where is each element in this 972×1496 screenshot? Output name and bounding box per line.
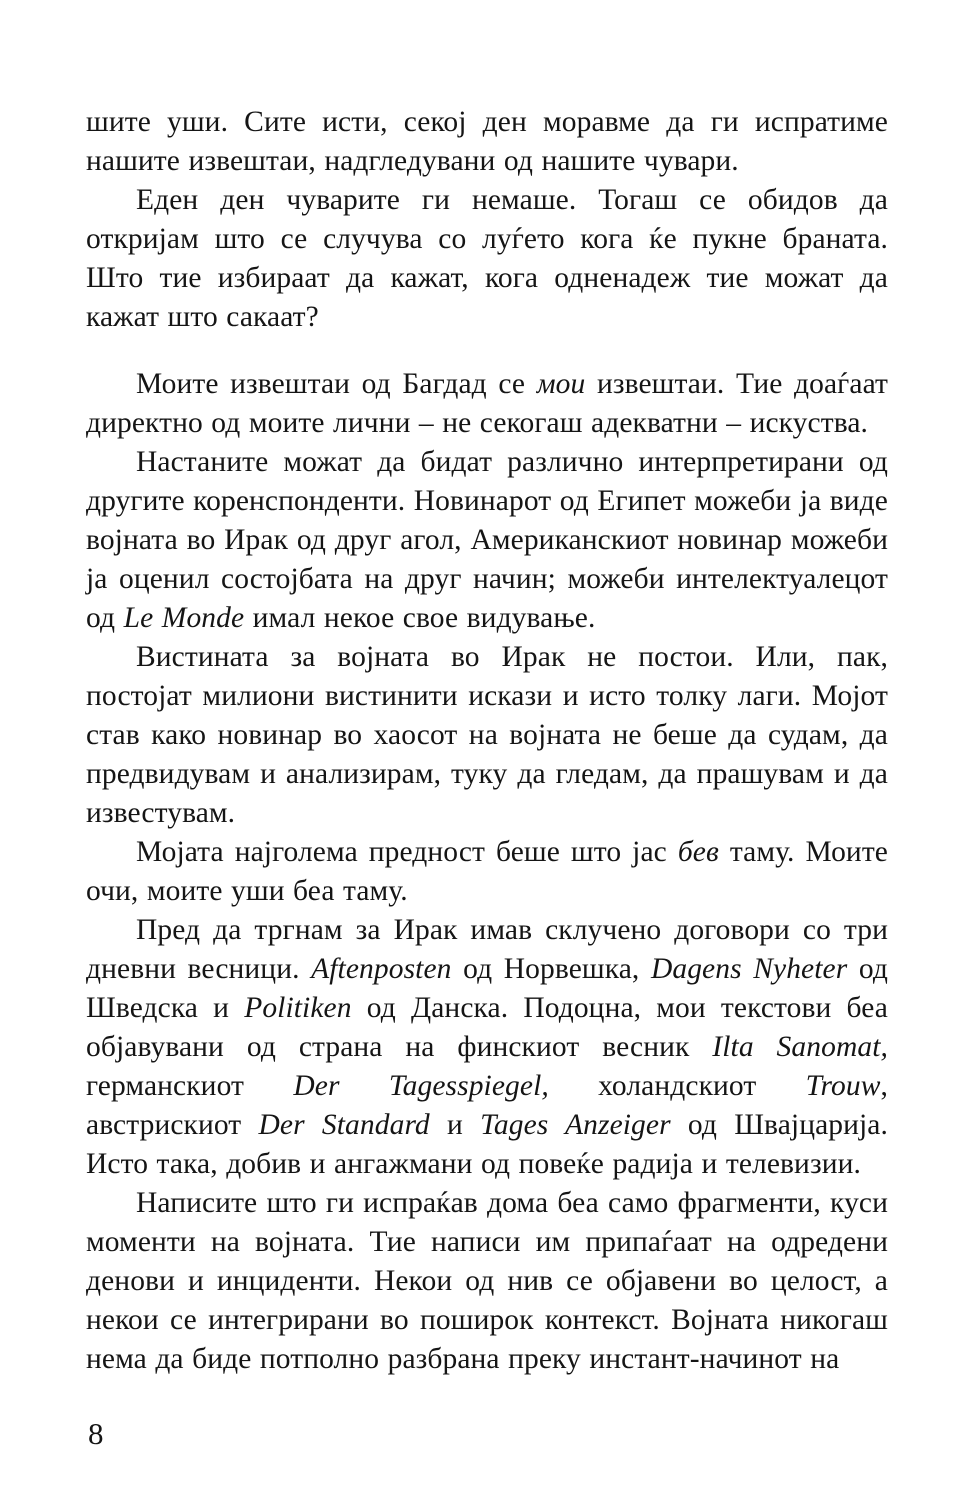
text-block <box>86 103 888 1379</box>
text-run: бев <box>677 836 719 868</box>
text-run: Мојата најголема предност беше што јас <box>136 836 678 868</box>
text-run: Politiken <box>244 992 352 1024</box>
text-run: германскиот <box>86 1070 294 1102</box>
text-run: Пред да тргнам за Ирак имав склучено договори со три дневни весници. <box>86 914 888 985</box>
paragraph <box>86 638 888 833</box>
text-run: Настаните можат да бидат различно интерпретирани од другите коренспонденти. Новинарот од Египет можеби ја виде војната во Ирак од друг агол, Американскиот новинар можеби ја оценил состојбата на друг начин; можеби интелектуалецот од <box>86 446 888 634</box>
paragraph <box>86 833 888 911</box>
text-run: имал некое свое видување. <box>244 602 596 634</box>
text-run: , австрискиот <box>86 1070 888 1141</box>
text-run: мои <box>536 368 586 400</box>
text-run: Еден ден чуварите ги немаше. Тогаш се обидов да откријам што се случува со луѓето кога ќе пукне браната. Што тие избираат да кажат, кога одненадеж тие можат да кажат што сакаат? <box>86 184 888 333</box>
text-run: Trouw <box>805 1070 881 1102</box>
text-run: од Данска. Подоцна, мои текстови беа објавувани од страна на финскиот весник <box>86 992 888 1063</box>
paragraph <box>86 911 888 1184</box>
text-run: холандскиот <box>548 1070 806 1102</box>
text-run: Der Standard <box>258 1109 430 1141</box>
paragraph <box>86 1184 888 1379</box>
text-run: Моите извештаи од Багдад се <box>136 368 537 400</box>
text-run: Ilta Sanomat, <box>712 1031 888 1063</box>
text-run: шите уши. Сите исти, секој ден моравме да ги испратиме нашите извештаи, надгледувани од нашите чувари. <box>86 106 888 177</box>
paragraph <box>86 181 888 337</box>
page-number: 8 <box>88 1416 104 1451</box>
paragraph <box>86 103 888 181</box>
paragraph <box>86 365 888 443</box>
text-run: Aftenposten <box>311 953 452 985</box>
text-run: од Норвешка, <box>451 953 651 985</box>
text-run: Dagens Nyheter <box>650 953 848 985</box>
text-run: Der Tagesspiegel, <box>293 1070 549 1102</box>
text-run: Le Monde <box>123 602 245 634</box>
paragraph <box>86 443 888 638</box>
text-run: Написите што ги испраќав дома беа само фрагменти, куси моменти на војната. Тие написи им припаѓаат на одредени денови и инциденти. Некои од нив се објавени во целост, а некои се интегрирани во поширок контекст. Војната никогаш нема да биде потполно разбрана преку инстант-начинот на <box>86 1187 888 1375</box>
text-run: од Швајцарија. Исто така, добив и ангажмани од повеќе радија и телевизии. <box>86 1109 888 1180</box>
text-run: Вистината за војната во Ирак не постои. Или, пак, постојат милиони вистинити искази и исто толку лаги. Мојот став како новинар во хаосот на војната не беше да судам, да предвидувам и анализирам, туку да гледам, да прашувам и да известувам. <box>86 641 888 829</box>
text-run: и <box>429 1109 481 1141</box>
text-run: таму. Моите очи, моите уши беа таму. <box>86 836 889 907</box>
text-run: од Шведска и <box>86 953 888 1024</box>
text-run: Tages Anzeiger <box>480 1109 671 1141</box>
text-run: извештаи. Тие доаѓаат директно од моите лични – не секогаш адекватни – искуства. <box>86 368 888 439</box>
